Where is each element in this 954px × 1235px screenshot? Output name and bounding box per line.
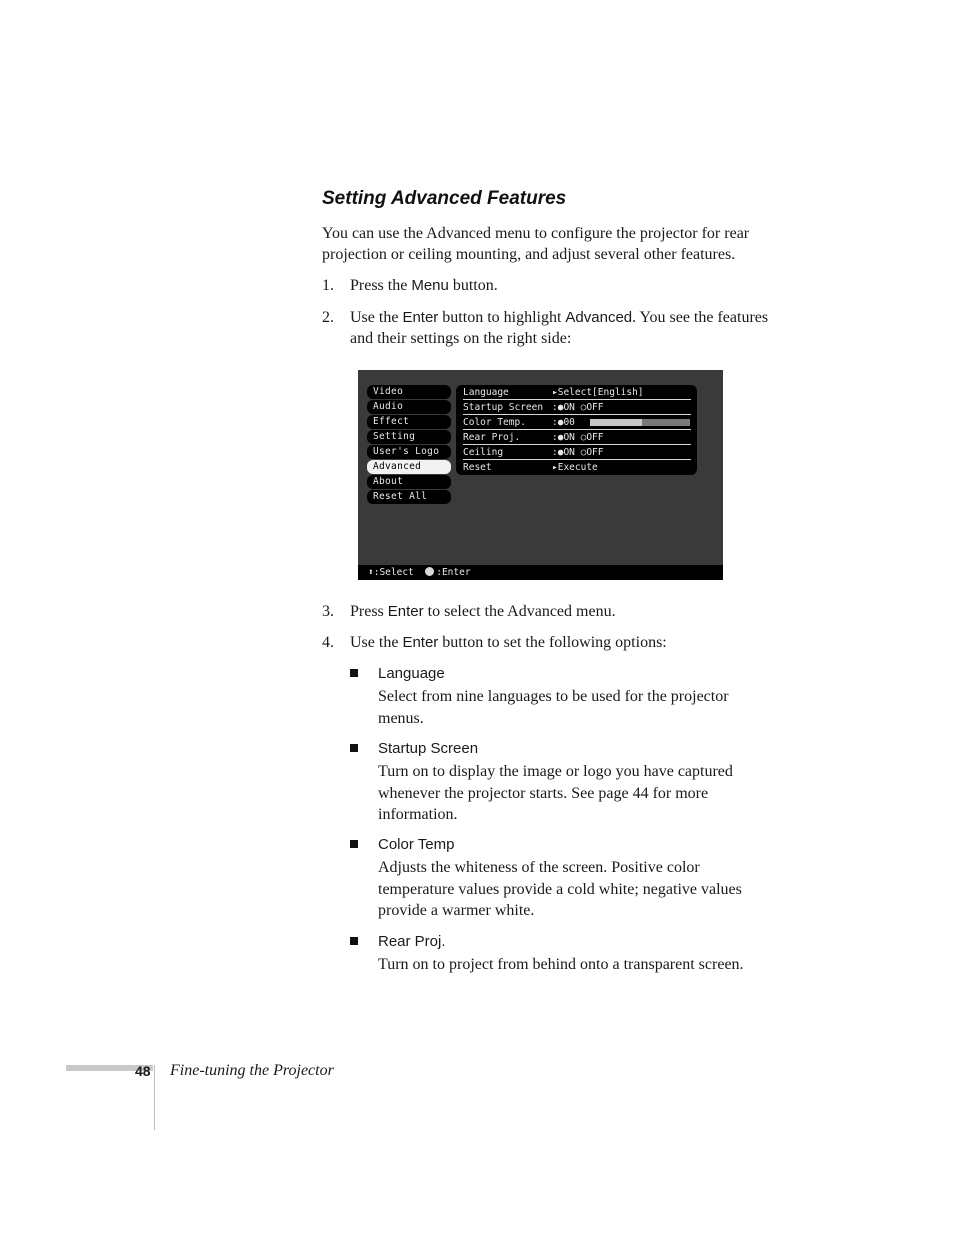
step-number: 1. [322,277,334,294]
keyword-enter: Enter [402,309,439,326]
up-down-arrows-icon: ⬍ [368,567,374,578]
projector-menu-screenshot [358,370,723,580]
step-number: 2. [322,309,334,326]
enter-button-icon [425,567,434,576]
menu-help-bar: ⬍:Select :Enter [358,565,723,580]
bullet-square-icon [350,937,358,945]
advanced-settings-panel [456,385,697,475]
step-number: 4. [322,634,334,651]
menu-item-users-logo: User's Logo [367,445,451,459]
option-description: Turn on to project from behind onto a transparent screen. [378,956,744,973]
keyword-enter: Enter [402,634,439,651]
option-term: Color Temp [378,836,455,853]
main-menu-list [367,385,451,505]
bullet-square-icon [350,840,358,848]
menu-item-effect: Effect [367,415,451,429]
color-temp-slider [590,419,690,426]
step-text: Use the Enter button to highlight Advanced. You see the features and their settings on the right side: [350,309,769,347]
option-term: Language [378,665,445,682]
menu-item-audio: Audio [367,400,451,414]
keyword-enter: Enter [387,603,424,620]
option-description: Turn on to display the image or logo you have captured whenever the projector starts. See page 44 for more information. [378,763,733,823]
page-number: 48 [135,1063,151,1079]
setting-row-color-temp: Color Temp. :●00 [463,416,691,430]
section-heading: Setting Advanced Features [322,188,567,209]
footer-chapter-title: Fine-tuning the Projector [170,1062,334,1079]
option-term: Startup Screen [378,740,479,757]
intro-paragraph: You can use the Advanced menu to configure the projector for rear projection or ceiling mounting, and adjust several other features. [322,225,750,263]
option-description: Adjusts the whiteness of the screen. Positive color temperature values provide a cold white; negative values provide a warmer white. [378,859,742,919]
step-text: Use the Enter button to set the following options: [350,634,667,651]
step-text: Press the Menu button. [350,277,498,294]
step-text: Press Enter to select the Advanced menu. [350,603,616,620]
bullet-square-icon [350,669,358,677]
setting-row-startup-screen: Startup Screen :●ON ○OFF [463,401,691,415]
menu-item-video: Video [367,385,451,399]
step-number: 3. [322,603,334,620]
menu-item-about: About [367,475,451,489]
setting-row-ceiling: Ceiling :●ON ○OFF [463,446,691,460]
setting-row-reset: Reset ▸Execute [463,462,598,473]
keyword-advanced: Advanced [565,309,633,326]
footer-divider [154,1065,155,1130]
bullet-square-icon [350,744,358,752]
menu-item-setting: Setting [367,430,451,444]
option-term: Rear Proj. [378,933,446,950]
setting-row-language: Language ▸Select[English] [463,386,691,400]
color-temp-slider-fill [590,419,642,426]
option-description: Select from nine languages to be used for the projector menus. [378,688,729,727]
keyword-menu: Menu [411,277,449,294]
menu-item-advanced: Advanced [367,460,451,474]
setting-row-rear-proj: Rear Proj. :●ON ○OFF [463,431,691,445]
menu-item-reset-all: Reset All [367,490,451,504]
